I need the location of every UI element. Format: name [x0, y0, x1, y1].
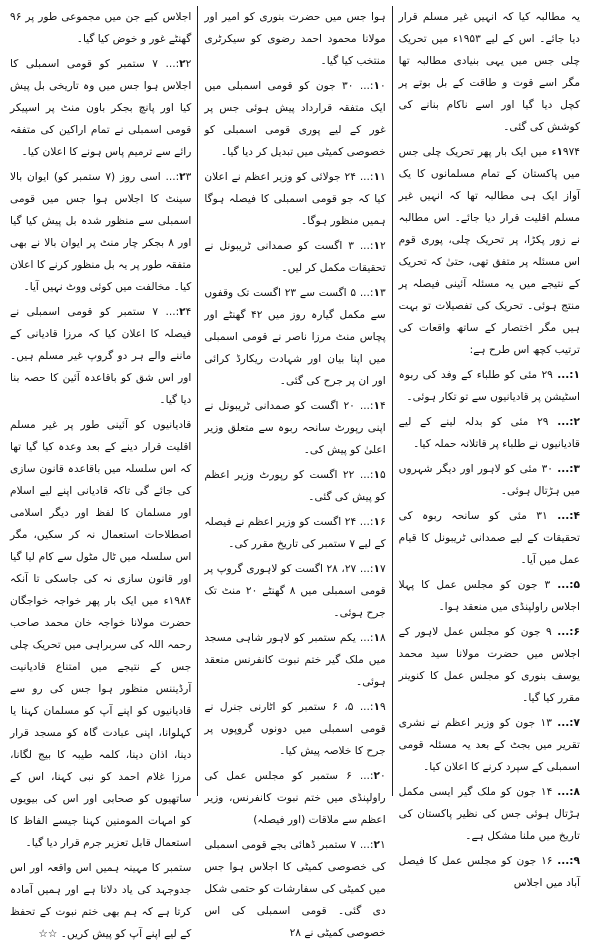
list-item: ۱۳:... ۵ اگست سے ۲۳ اگست تک وقفوں سے مکمل گیارہ روز میں ۴۲ گھنٹے اور پچاس منٹ مرزا ناصر نے قومی اسمبلی میں اپنا بیان اور شہادت ریکارڈ کرائی اور ان پر جرح کی گئی۔ [204, 287, 386, 387]
column-left [4, 6, 198, 940]
list-item: ۲۰:... ۶ ستمبر کو مجلس عمل کی راولپنڈی میں ختم نبوت کانفرنس، وزیر اعظم سے ملاقات (اور فیصلہ) [204, 770, 386, 826]
list-item: ۴:... ۳۱ مئی کو سانحہ ربوہ کی تحقیقات کے لیے صمدانی ٹریبونل کا قیام عمل میں آیا۔ [398, 510, 580, 566]
list-item: ۲۳:... اسی روز (۷ ستمبر کو) ایوان بالا سینٹ کا اجلاس ہوا جس میں قومی اسمبلی سے منظور شدہ بل پیش کیا گیا اور ۸ بجکر چار منٹ پر ایوان بالا نے بھی متفقہ طور پر یہ بل منظور کرنے کا اعلان کیا۔ مخالفت میں کوئی ووٹ نہیں آیا۔ [10, 171, 192, 293]
list-item: ۹:... ۱۶ جون کو مجلس عمل کا فیصل آباد میں اجلاس [398, 855, 580, 889]
list-item: ۲:... ۲۹ مئی کو بدلہ لینے کے لیے قادیانیوں نے طلباء پر قاتلانہ حملہ کیا۔ [398, 416, 581, 450]
paragraph: یہ مطالبہ کیا کہ انہیں غیر مسلم قرار دیا جائے۔ اس کے لیے ۱۹۵۳ء میں تحریک چلی جس میں یہی بنیادی مطالبہ تھا مگر اسے قوت و طاقت کے بل بوتے پر کچل دیا گیا اور اسے ناکام بنانے کی کوشش کی گئی۔ [398, 11, 580, 133]
list-item: ۱۴:... ۲۰ اگست کو صمدانی ٹریبونل نے اپنی رپورٹ سانحہ ربوہ سے متعلق وزیر اعلیٰ کو پیش کی۔ [204, 400, 386, 456]
list-item: ۲۱:... ۷ ستمبر ڈھائی بجے قومی اسمبلی کی خصوصی کمیٹی کا اجلاس ہوا جس میں کمیٹی کی سفارشات کو حتمی شکل دی گئی۔ قومی اسمبلی کی اس خصوصی کمیٹی نے ۲۸ [204, 839, 386, 939]
list-item: ۱۸:... یکم ستمبر کو لاہور شاہی مسجد میں ملک گیر ختم نبوت کانفرنس منعقد ہوئی۔ [204, 632, 386, 688]
list-item: ۷:... ۱۳ جون کو وزیر اعظم نے نشری تقریر میں بجٹ کے بعد یہ مسئلہ قومی اسمبلی کے سپرد کرنے کا اعلان کیا۔ [398, 717, 580, 773]
list-item: ۱۵:... ۲۲ اگست کو رپورٹ وزیر اعظم کو پیش کی گئی۔ [204, 469, 386, 503]
list-item: ۸:... ۱۴ جون کو ملک گیر ایسی مکمل ہڑتال ہوئی جس کی نظیر پاکستان کی تاریخ میں ملنا مشکل ہے۔ [398, 786, 580, 842]
list-item: ۵:... ۳ جون کو مجلس عمل کا پہلا اجلاس راولپنڈی میں منعقد ہوا۔ [398, 579, 580, 613]
paragraph: اجلاس کیے جن میں مجموعی طور پر ۹۶ گھنٹے غور و خوض کیا گیا۔ [10, 11, 192, 45]
list-item: ۲۲:... ۷ ستمبر کو قومی اسمبلی کا اجلاس ہوا جس میں وہ تاریخی بل پیش کیا اور پانچ بجکر باون منٹ پر اسپیکر قومی اسمبلی نے تمام اراکین کی متفقہ رائے سے ترمیم پاس ہونے کا اعلان کیا۔ [10, 58, 192, 158]
list-item: ۱:... ۲۹ مئی کو طلباء کے وفد کی ربوہ اسٹیشن پر قادیانیوں سے تو تکار ہوئی۔ [398, 369, 580, 403]
list-item: ۱۷:... ۲۷، ۲۸ اگست کو لاہوری گروپ پر قومی اسمبلی میں ۸ گھنٹے ۲۰ منٹ تک جرح ہوئی۔ [204, 563, 386, 619]
closing-paragraph: ستمبر کا مہینہ ہمیں اس واقعہ اور اس جدوجہد کی یاد دلاتا ہے اور ہمیں آمادہ کرتا ہے کہ ہم بھی ختم نبوت کے تحفظ کے لیے اپنے آپ کو پیش کریں۔ ☆☆ [10, 862, 192, 940]
list-item: ۱۰:... ۳۰ جون کو قومی اسمبلی میں ایک متفقہ قرارداد پیش ہوئی جس پر غور کے لیے پوری قومی اسمبلی کو خصوصی کمیٹی میں تبدیل کر دیا گیا۔ [204, 80, 386, 158]
list-item: ۱۹:... ۵، ۶ ستمبر کو اٹارنی جنرل نے قومی اسمبلی میں دونوں گروپوں پر جرح کا خلاصہ پیش کیا۔ [204, 701, 386, 757]
column-right [393, 6, 586, 889]
paragraph: قادیانیوں کو آئینی طور پر غیر مسلم اقلیت قرار دینے کے بعد وعدہ کیا گیا تھا کہ اس سلسلہ میں باقاعدہ قانون سازی کی جائے گی تاکہ قادیانی اپنے لیے اسلام اور مسلمان کا لفظ اور دیگر اسلامی اصطلاحات استعمال نہ کر سکیں، مگر اس سلسلہ میں ٹال مٹول سے کام لیا گیا اور قانون سازی نہ کی جاسکی تا آنکہ ۱۹۸۴ء میں ایک بار پھر خواجہ خواجگان حضرت مولانا خواجہ خان محمد صاحب رحمہ اللہ کی سربراہی میں تحریک چلی جس کے نتیجے میں امتناع قادیانیت آرڈیننس منظور ہوا جس کی رو سے قادیانیوں کو اپنے آپ کو مسلمان کہنا یا کہلوانا، اپنی عبادت گاہ کو مسجد قرار دینا، اذان دینا، کلمہ طیبہ کا بیج لگانا، مرزا غلام احمد کو نبی کہنا، اس کے ساتھیوں کو صحابی اور اس کی بیویوں کو امہات المومنین کہنا جیسے الفاظ کا استعمال قابل تعزیر جرم قرار دیا گیا۔ [10, 419, 192, 849]
paragraph: ہوا جس میں حضرت بنوری کو امیر اور مولانا محمود احمد رضوی کو سیکرٹری منتخب کیا گیا۔ [204, 11, 386, 67]
paragraph: ۱۹۷۴ء میں ایک بار پھر تحریک چلی جس میں پاکستان کے تمام مسلمانوں کا یک آواز ایک ہی مطالبہ تھا کہ انہیں غیر مسلم اقلیت قرار دیا جائے۔ اس مطالبہ نے زور پکڑا، پر تحریک چلی، پوری قوم اس مسئلہ پر متفق تھی، حتیٰ کہ تحریک کے نتیجے میں یہ مسئلہ آئینی فیصلہ پر منتج ہوئی۔ تحریک کی تفصیلات تو بہت ہیں مگر اختصار کے ساتھ واقعات کی ترتیب کچھ اس طرح ہے: [398, 146, 580, 356]
list-item: ۱۱:... ۲۴ جولائی کو وزیر اعظم نے اعلان کیا کہ جو قومی اسمبلی کا فیصلہ ہوگا ہمیں منظور ہوگا۔ [204, 171, 386, 227]
list-item: ۳:... ۳۰ مئی کو لاہور اور دیگر شہروں میں ہڑتال ہوئی۔ [398, 463, 580, 497]
column-middle [198, 6, 392, 939]
list-item: ۶:... ۹ جون کو مجلس عمل لاہور کے اجلاس میں حضرت مولانا سید محمد یوسف بنوری کو مجلس عمل کا کنوینر مقرر کیا گیا۔ [398, 626, 580, 704]
list-item: ۲۴:... ۷ ستمبر کو قومی اسمبلی نے فیصلہ کا اعلان کیا کہ مرزا قادیانی کے ماننے والے ہر دو گروپ غیر مسلم ہیں۔ اور اس شق کو باقاعدہ آئین کا حصہ بنا دیا گیا۔ [10, 306, 192, 406]
list-item: ۱۲:... ۳ اگست کو صمدانی ٹریبونل نے تحقیقات مکمل کر لیں۔ [204, 240, 386, 274]
list-item: ۱۶:... ۲۴ اگست کو وزیر اعظم نے فیصلہ کے لیے ۷ ستمبر کی تاریخ مقرر کی۔ [204, 516, 386, 550]
